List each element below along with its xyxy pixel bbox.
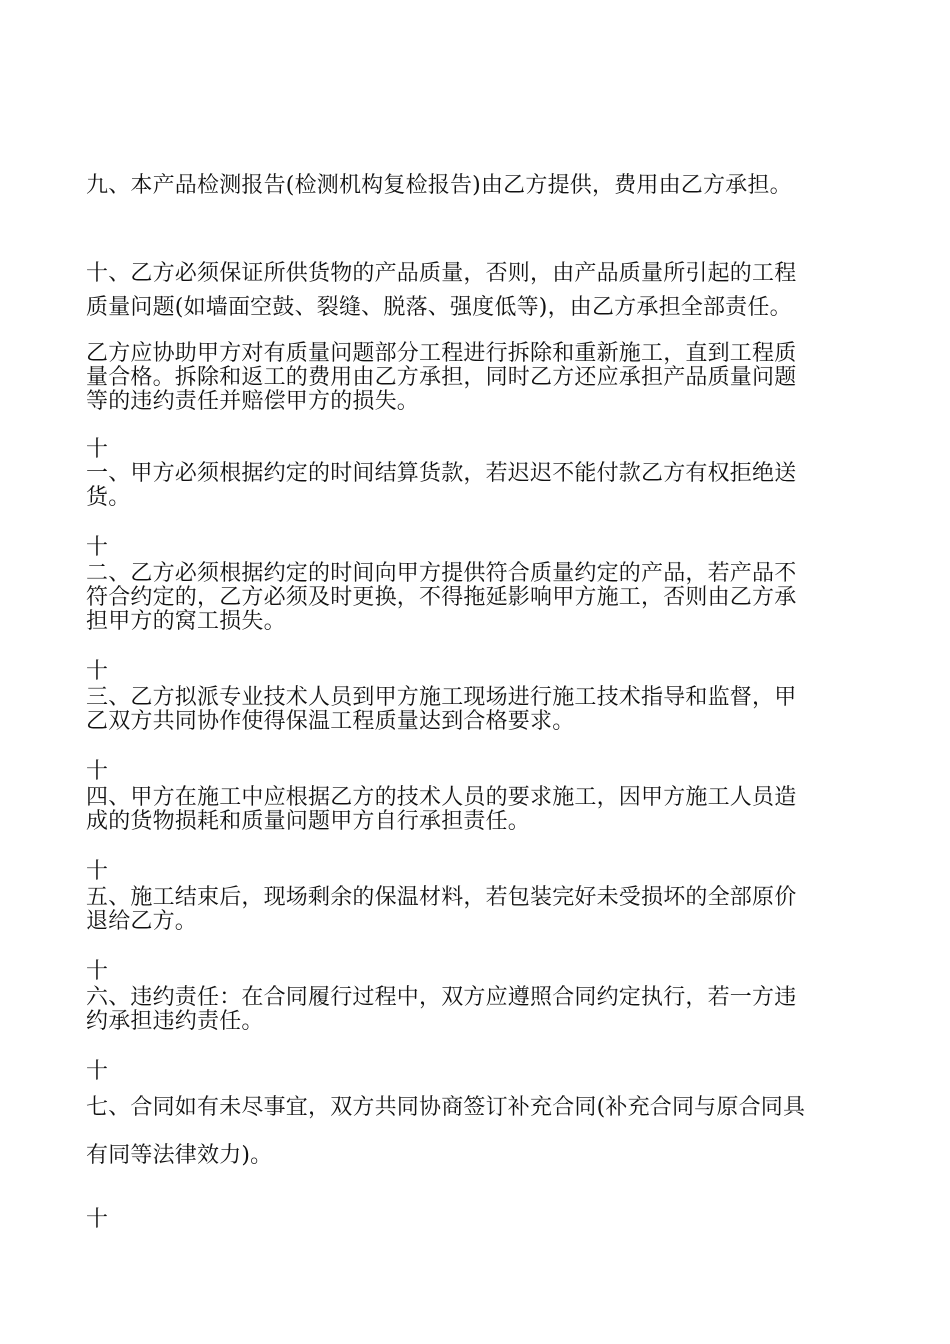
clause-14-line-1: 十 (86, 759, 109, 784)
clause-12-line-4: 担甲方的窝工损失。 (86, 609, 286, 634)
clause-11-line-3: 货。 (86, 485, 131, 510)
clause-10-line-3: 乙方应协助甲方对有质量问题部分工程进行拆除和重新施工，直到工程质 (86, 341, 797, 366)
clause-14-line-2: 四、甲方在施工中应根据乙方的技术人员的要求施工，因甲方施工人员造 (86, 785, 797, 810)
clause-16-line-1: 十 (86, 959, 109, 984)
clause-15-line-1: 十 (86, 859, 109, 884)
clause-10-line-4: 量合格。拆除和返工的费用由乙方承担，同时乙方还应承担产品质量问题 (86, 365, 797, 390)
clause-13-line-2: 三、乙方拟派专业技术人员到甲方施工现场进行施工技术指导和监督，甲 (86, 685, 797, 710)
clause-9-line-1: 九、本产品检测报告(检测机构复检报告)由乙方提供，费用由乙方承担。 (86, 173, 792, 198)
clause-18-line-1: 十 (86, 1207, 109, 1232)
clause-16-line-3: 约承担违约责任。 (86, 1009, 264, 1034)
clause-12-line-3: 符合约定的，乙方必须及时更换，不得拖延影响甲方施工，否则由乙方承 (86, 585, 797, 610)
clause-17-line-3: 有同等法律效力)。 (86, 1143, 273, 1168)
clause-10-line-2: 质量问题(如墙面空鼓、裂缝、脱落、强度低等)，由乙方承担全部责任。 (86, 295, 792, 320)
clause-10-line-1: 十、乙方必须保证所供货物的产品质量，否则，由产品质量所引起的工程 (86, 261, 797, 286)
clause-14-line-3: 成的货物损耗和质量问题甲方自行承担责任。 (86, 809, 531, 834)
clause-12-line-1: 十 (86, 535, 109, 560)
clause-15-line-2: 五、施工结束后，现场剩余的保温材料，若包装完好未受损坏的全部原价 (86, 885, 797, 910)
clause-13-line-1: 十 (86, 659, 109, 684)
clause-17-line-1: 十 (86, 1059, 109, 1084)
clause-16-line-2: 六、违约责任：在合同履行过程中，双方应遵照合同约定执行，若一方违 (86, 985, 797, 1010)
clause-11-line-1: 十 (86, 437, 109, 462)
clause-17-line-2: 七、合同如有未尽事宜，双方共同协商签订补充合同(补充合同与原合同具 (86, 1095, 806, 1120)
clause-10-line-5: 等的违约责任并赔偿甲方的损失。 (86, 389, 420, 414)
clause-13-line-3: 乙双方共同协作使得保温工程质量达到合格要求。 (86, 709, 575, 734)
clause-15-line-3: 退给乙方。 (86, 909, 198, 934)
clause-12-line-2: 二、乙方必须根据约定的时间向甲方提供符合质量约定的产品，若产品不 (86, 561, 797, 586)
clause-11-line-2: 一、甲方必须根据约定的时间结算货款，若迟迟不能付款乙方有权拒绝送 (86, 461, 797, 486)
